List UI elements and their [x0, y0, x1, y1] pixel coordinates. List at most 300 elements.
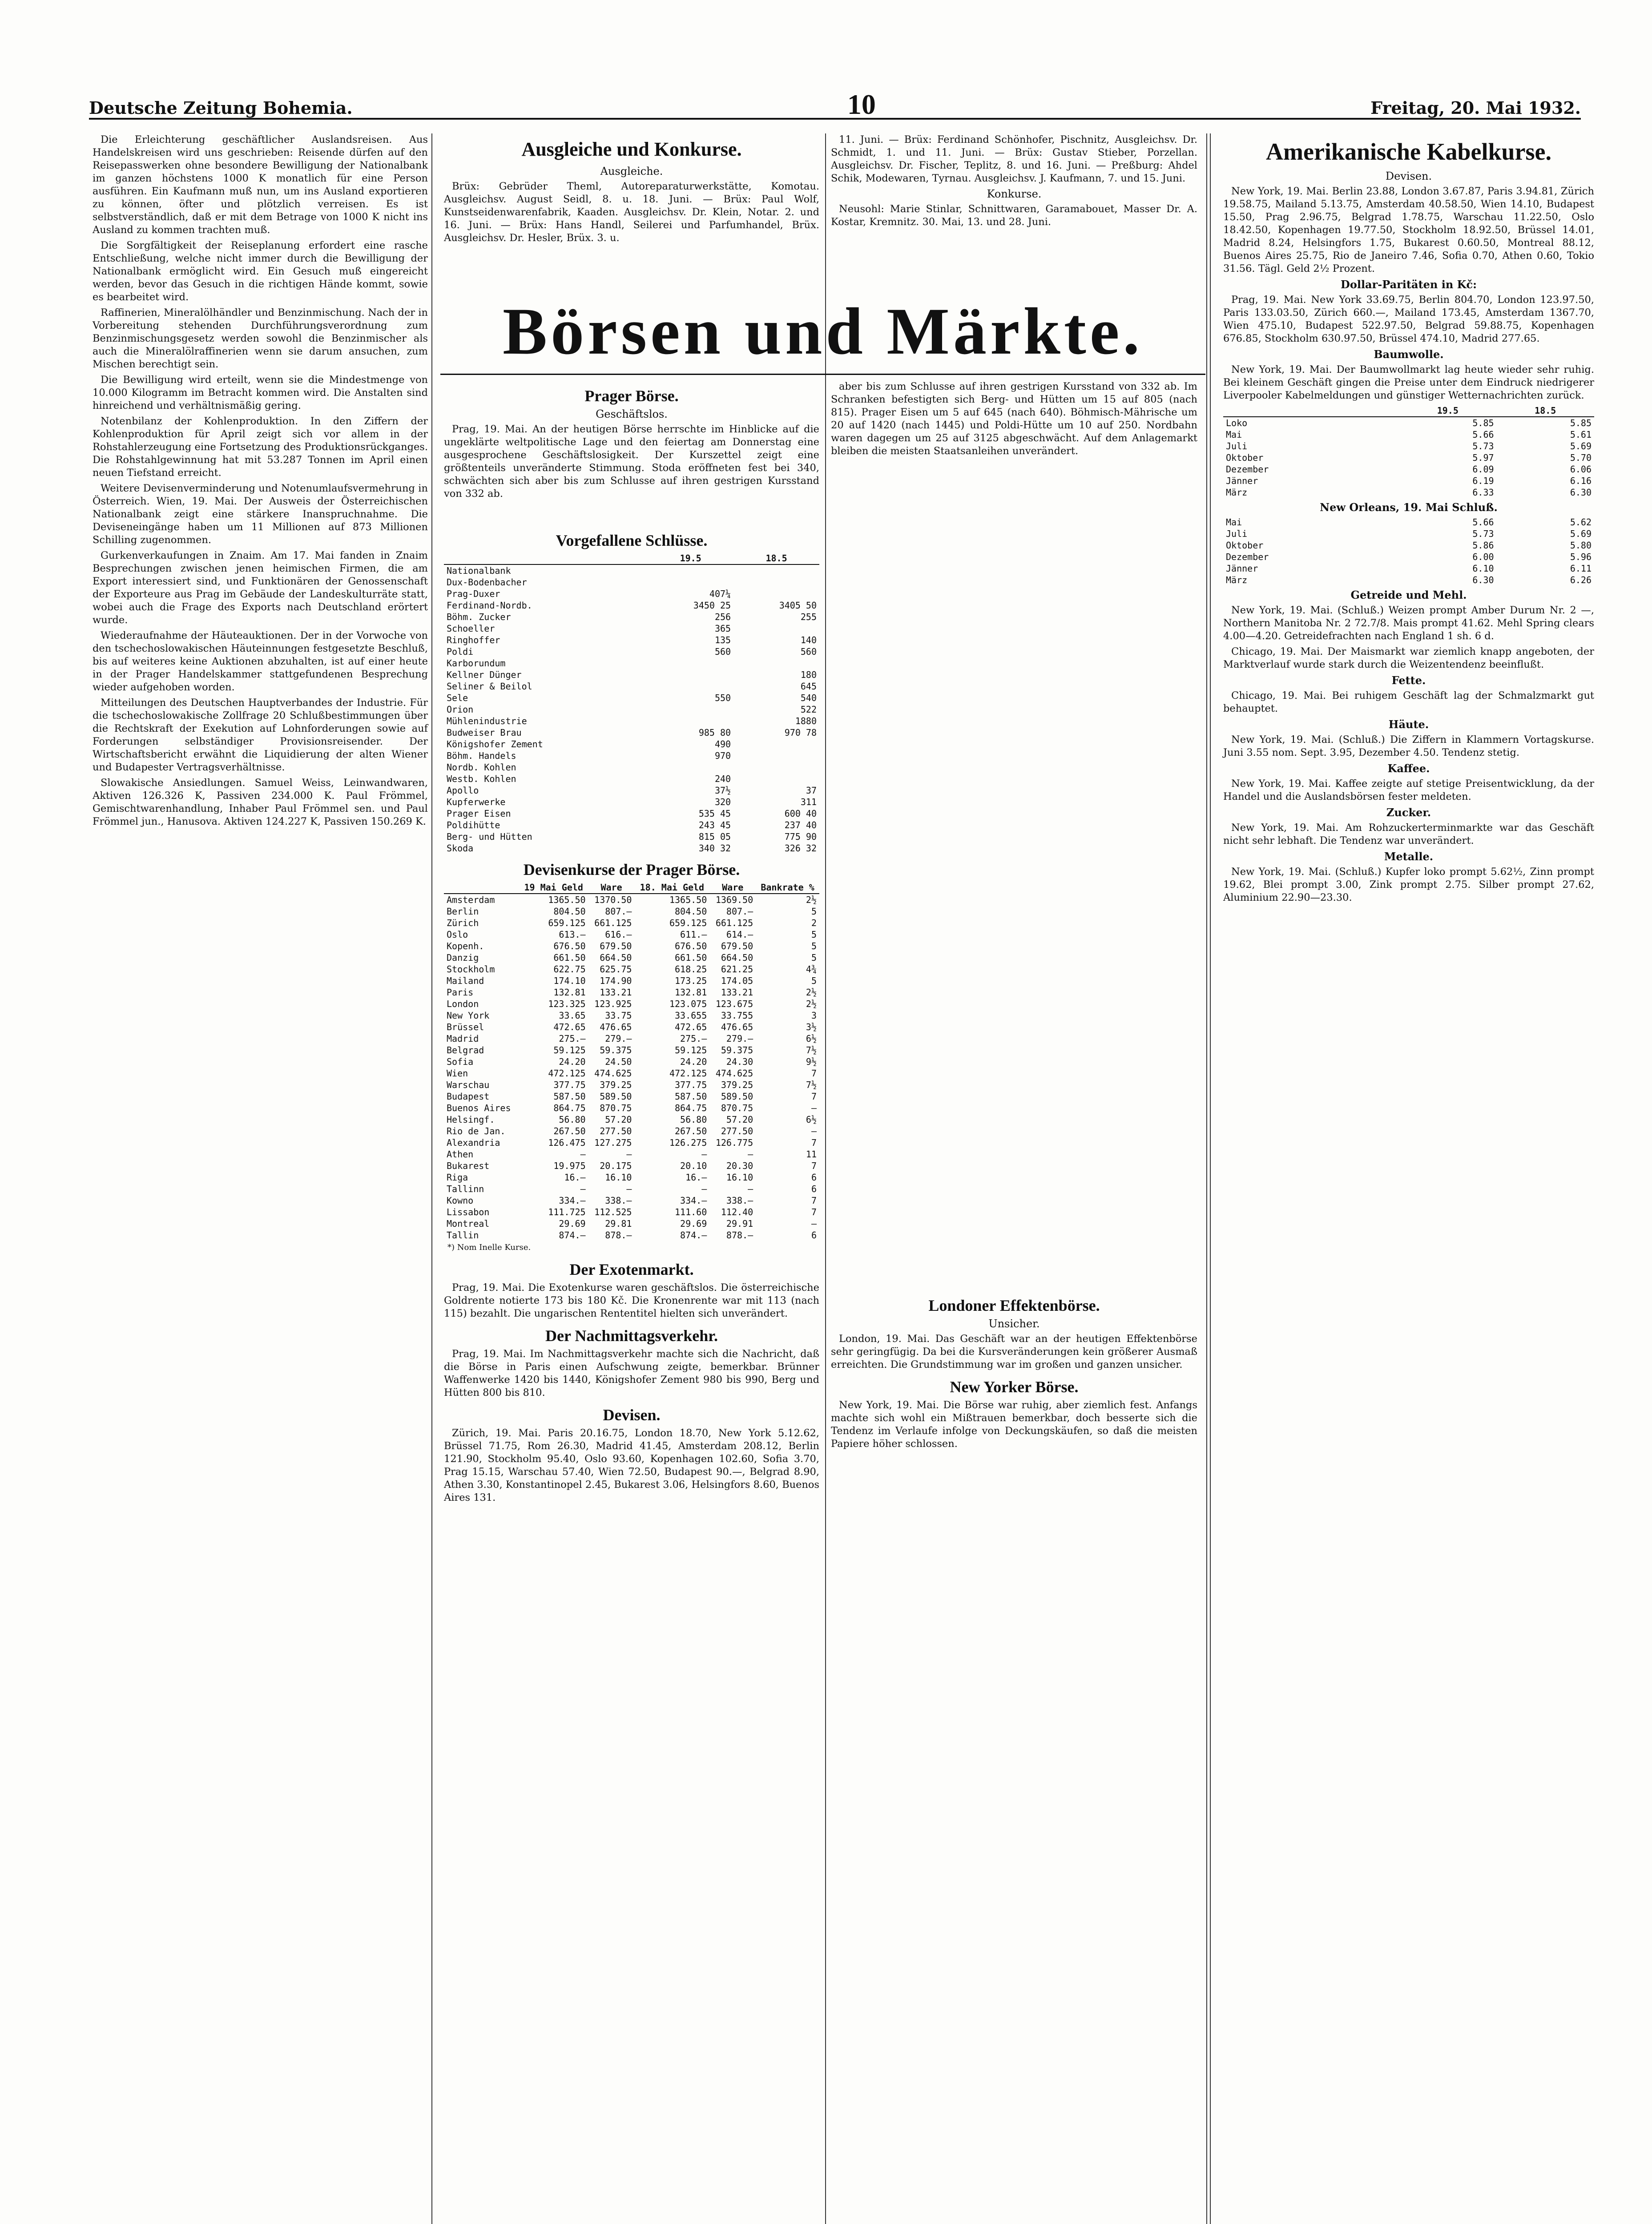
paragraph: New York, 19. Mai. (Schluß.) Kupfer loko prompt 5.62½, Zinn prompt 19.62, Blei prompt 3.00, Zink prompt 2.75. Silber prompt 27.62, Aluminium 22.90—23.30.	[1223, 866, 1594, 903]
paragraph: 11. Juni. — Brüx: Ferdinand Schönhofer, Pischnitz, Ausgleichsv. Dr. Schmidt, 1. und 11. Juni. — Brüx: Gustav Stieber, Porzellan. Ausgleichsv. Dr. Fischer, Teplitz, 8. und 16. Juni. — Preßburg: Ahdel Schik, Modewaren, Tyrnau. Ausgleichsv. J. Kaufmann, 7. und 15. Juni.	[831, 134, 1197, 184]
table-cell: 29.69	[680, 1218, 707, 1229]
table-cell: 1365.50	[548, 894, 586, 905]
paragraph: Brüx: Gebrüder Theml, Autoreparaturwerkstätte, Komotau. Ausgleichsv. August Seidl, 8. u. 18. Juni. — Brüx: Paul Wolf, Kunstseidenwarenfabrik, Kaaden. Ausgleichsv. Dr. Klein, Notar. 2. und 16. Juni. — Brüx: Hans Handl, Seilerei und Parfumhandel, Brüx. Ausgleichsv. Dr. Hesler, Brüx. 3. u.	[444, 181, 819, 244]
table-cell: 267.50	[675, 1126, 707, 1136]
row-label: Kupferwerke	[447, 797, 506, 807]
table-cell: 560	[714, 646, 731, 657]
table-cell: 37½	[714, 785, 731, 796]
column-header: 18.5	[1497, 405, 1594, 417]
table-row	[444, 952, 819, 963]
column-header: Bankrate %	[756, 882, 819, 894]
table-cell: 970	[714, 750, 731, 761]
paragraph: Prag, 19. Mai. New York 33.69.75, Berlin 804.70, London 123.97.50, Paris 133.03.50, Zürich 660.—, Mailand 173.45, Amsterdam 1367.70, Wien 475.10, Budapest 522.97.50, Belgrad 59.88.75, Kopenhagen 676.85, Stockholm 630.97.50, Brüssel 474.10, Madrid 277.65.	[1223, 294, 1594, 344]
row-label: Böhm. Zucker	[447, 612, 511, 622]
table-cell: 535 45	[698, 808, 731, 819]
table-cell: 676.50	[675, 941, 707, 951]
row-label: Amsterdam	[447, 894, 495, 905]
row-label: Stockholm	[447, 964, 495, 975]
table-row	[444, 681, 819, 692]
table-row	[444, 715, 819, 727]
table-cell: 6½	[806, 1114, 817, 1125]
column-header	[444, 552, 648, 564]
table-cell: 611.—	[680, 929, 707, 940]
table-cell: 243 45	[698, 820, 731, 830]
table-cell: 126.775	[715, 1137, 753, 1148]
table-row	[444, 1160, 819, 1172]
page-number: 10	[847, 89, 876, 120]
table-row	[444, 940, 819, 952]
table-cell: 180	[800, 669, 817, 680]
table-cell: 472.125	[669, 1068, 707, 1079]
table-cell: 5.70	[1570, 452, 1592, 463]
table-cell: —	[748, 1184, 753, 1194]
table-cell: 474.625	[715, 1068, 753, 1079]
table-cell: 37	[806, 785, 817, 796]
row-label: Dux-Bodenbacher	[447, 577, 527, 588]
row-label: Rio de Jan.	[447, 1126, 506, 1136]
paragraph: Wiederaufnahme der Häuteauktionen. Der in der Vorwoche von den tschechoslowakischen Häuteinnungen festgesetzte Beschluß, bis auf weiteres keine Auktionen abzuhalten, ist auf einer heute in der Prager Handelskammer stattgefundenen Besprechung wieder aufgehoben worden.	[93, 630, 428, 693]
column-1-economic-news	[89, 133, 432, 2224]
table-cell: 123.675	[715, 999, 753, 1009]
table-cell: 20.30	[726, 1160, 753, 1171]
row-label: Jänner	[1226, 563, 1258, 574]
table-cell: 625.75	[600, 964, 632, 975]
paragraph: Chicago, 19. Mai. Bei ruhigem Geschäft lag der Schmalzmarkt gut behauptet.	[1223, 690, 1594, 714]
table-cell: 6.16	[1570, 475, 1592, 486]
section-subheading: Geschäftslos.	[596, 408, 668, 420]
table-cell	[733, 564, 819, 576]
table-cell: 621.25	[721, 964, 753, 975]
column-header: 19 Mai Geld	[519, 882, 588, 894]
table-cell: —	[626, 1149, 632, 1160]
table-cell: 5.66	[1472, 429, 1494, 440]
row-label: New York	[447, 1010, 490, 1021]
table-row	[444, 704, 819, 715]
table-row	[444, 819, 819, 831]
table-row	[444, 963, 819, 975]
table-cell: 5	[811, 975, 817, 986]
table-cell: 112.525	[594, 1207, 632, 1217]
row-label: Jänner	[1226, 475, 1258, 486]
page-section-title: Börsen und Märkte.	[503, 294, 1143, 368]
table-cell: 59.375	[721, 1045, 753, 1056]
table-row	[444, 750, 819, 761]
table-cell: 1370.50	[594, 894, 632, 905]
paragraph: Mitteilungen des Deutschen Hauptverbandes der Industrie. Für die tschechoslowakische Zollfrage 20 Schlußbestimmungen über die Rechtskraft der Exekution auf Lohnforderungen sowie auf Forderungen selbständiger Provisionsreisender. Der Wirtschaftsbericht erwähnt die Liquidierung der alten Wiener und Budapester Vertragsverhältnisse.	[93, 697, 428, 773]
table-cell: 659.125	[669, 918, 707, 928]
table-cell: —	[701, 1184, 707, 1194]
table-cell: 985 80	[698, 727, 731, 738]
table-cell: 59.375	[600, 1045, 632, 1056]
section-subheading: Baumwolle.	[1374, 348, 1444, 361]
row-label: Danzig	[447, 952, 479, 963]
table-cell: 5.69	[1570, 441, 1592, 451]
table-cell: 3450 25	[693, 600, 731, 611]
table-row	[444, 1010, 819, 1021]
table-cell: 5.73	[1472, 441, 1494, 451]
table-cell: 237 40	[784, 820, 817, 830]
table-cell: 661.50	[553, 952, 586, 963]
table-row	[444, 727, 819, 738]
table-cell: 57.20	[605, 1114, 632, 1125]
column-rule	[825, 133, 826, 2224]
table-cell: 970 78	[784, 727, 817, 738]
row-label: Loko	[1226, 418, 1248, 428]
table-row	[444, 1172, 819, 1183]
table-cell	[733, 750, 819, 761]
table-cell: 661.50	[675, 952, 707, 963]
table-row	[1223, 540, 1594, 551]
table-cell: 7	[811, 1207, 817, 1217]
table-row	[1223, 574, 1594, 586]
table-cell: 56.80	[680, 1114, 707, 1125]
row-label: Mai	[1226, 429, 1242, 440]
divider	[440, 374, 1205, 375]
table-cell	[733, 773, 819, 785]
table-cell: 240	[714, 774, 731, 784]
table-row	[444, 808, 819, 819]
section-subheading: Kaffee.	[1387, 762, 1430, 775]
table-cell: 267.50	[553, 1126, 586, 1136]
table-cell: 33.65	[559, 1010, 586, 1021]
row-label: Kellner Dünger	[447, 669, 522, 680]
table-row	[444, 1114, 819, 1125]
table-row	[444, 773, 819, 785]
section-subheading: Fette.	[1391, 674, 1426, 687]
table-row	[444, 894, 819, 906]
paragraph: Zürich, 19. Mai. Paris 20.16.75, London 18.70, New York 5.12.62, Brüssel 71.75, Rom 26.30, Madrid 41.45, Amsterdam 208.12, Berlin 121.90, Stockholm 95.40, Oslo 93.60, Kopenhagen 102.60, Sofia 3.70, Prag 15.15, Warschau 57.40, Wien 72.50, Budapest 90.—, Belgrad 8.90, Athen 3.30, Konstantinopel 2.45, Bukarest 3.06, Helsingfors 8.60, Buenos Aires 131.	[444, 1427, 819, 1503]
table-cell: 132.81	[553, 987, 586, 998]
row-label: Mühlenindustrie	[447, 716, 527, 726]
row-label: Oslo	[447, 929, 468, 940]
row-label: Apollo	[447, 785, 479, 796]
table-cell: 600 40	[784, 808, 817, 819]
table-cell: 277.50	[600, 1126, 632, 1136]
table-cell: —	[580, 1149, 586, 1160]
row-label: Buenos Aires	[447, 1103, 511, 1113]
row-label: Mailand	[447, 975, 484, 986]
newyork-section	[827, 1378, 1201, 1450]
table-cell: 1880	[795, 716, 817, 726]
row-label: Wien	[447, 1068, 468, 1079]
paragraph: Gurkenverkaufungen in Znaim. Am 17. Mai fanden in Znaim Besprechungen zwischen jenen heimischen Firmen, die am Export interessiert sind, und Funktionären der Genossenschaft der Exporteure aus Prag im Gebäude der Landeskulturräte statt, wobei auch die Frage des Exports nach Deutschland erörtert wurde.	[93, 550, 428, 626]
table-cell: 275.—	[559, 1033, 586, 1044]
table-cell: 334.—	[559, 1195, 586, 1206]
table-row	[444, 1079, 819, 1091]
table-cell: 20.175	[600, 1160, 632, 1171]
table-cell	[648, 669, 733, 681]
table-cell: 472.65	[553, 1022, 586, 1032]
table-cell: 320	[714, 797, 731, 807]
table-cell: 275.—	[680, 1033, 707, 1044]
row-label: Kowno	[447, 1195, 474, 1206]
table-cell: 6	[811, 1172, 817, 1183]
table-cell: 123.925	[594, 999, 632, 1009]
table-cell: 589.50	[721, 1091, 753, 1102]
table-cell: 7	[811, 1137, 817, 1148]
section-heading: Prager Börse.	[584, 387, 679, 405]
table-row	[444, 611, 819, 623]
table-cell: 474.625	[594, 1068, 632, 1079]
row-label: Nationalbank	[447, 565, 511, 576]
section-heading: Der Nachmittagsverkehr.	[545, 1327, 718, 1345]
table-cell: 476.65	[600, 1022, 632, 1032]
table-row	[1223, 452, 1594, 463]
paragraph: Prag, 19. Mai. An der heutigen Börse herrschte im Hinblicke auf die ungeklärte weltpolitische Lage und den feiertag am Donnerstag eine ausgesprochene Geschäftslosigkeit. Der Kurszettel zeigt eine größtenteils unveränderte Stimmung. Stoda eröffneten fest bei 340, schwächten sich aber bis zum Schlusse auf ihren gestrigen Kursstand von 332 ab.	[444, 423, 819, 500]
table-row	[444, 975, 819, 987]
table-row	[444, 1148, 819, 1160]
table-row	[444, 634, 819, 646]
table-cell: 6.30	[1570, 487, 1592, 498]
row-label: Nordb. Kohlen	[447, 762, 516, 773]
paragraph: New York, 19. Mai. Am Rohzuckerterminmarkte war das Geschäft nicht sehr lebhaft. Die Tendenz war unverändert.	[1223, 822, 1594, 846]
table-cell: 57.20	[726, 1114, 753, 1125]
table-row	[444, 1137, 819, 1148]
table-row	[1223, 516, 1594, 528]
table-cell: 589.50	[600, 1091, 632, 1102]
table-cell: 29.69	[559, 1218, 586, 1229]
paragraph: New York, 19. Mai. Die Börse war ruhig, aber ziemlich fest. Anfangs machte sich wohl ein Mißtrauen bemerkbar, doch besserte sich die Tendenz im Verlaufe infolge von Deckungskäufen, so daß die meisten Papiere höher schlossen.	[831, 1399, 1197, 1450]
table-cell: 804.50	[675, 906, 707, 917]
cotton-table	[1223, 405, 1594, 498]
table-cell: —	[626, 1184, 632, 1194]
currency-table	[444, 882, 819, 1241]
table-cell: —	[701, 1149, 707, 1160]
row-label: Tallinn	[447, 1184, 484, 1194]
paragraph: Notenbilanz der Kohlenproduktion. In den Ziffern der Kohlenproduktion für April zeigt sich vor allem in der Rohstahlerzeugung eine Fortsetzung des Produktionsrückganges. Die Rohstahlgewinnung hat mit 53.287 Tonnen im April einen neuen Tiefstand erreicht.	[93, 415, 428, 479]
table-cell: 522	[800, 704, 817, 715]
table-cell: 2½	[806, 999, 817, 1009]
row-label: Kopenh.	[447, 941, 484, 951]
table-row	[444, 785, 819, 796]
row-label: Brüssel	[447, 1022, 484, 1032]
table-cell: 126.275	[669, 1137, 707, 1148]
table-cell: 664.50	[600, 952, 632, 963]
table-cell	[648, 564, 733, 576]
table-cell: 174.10	[553, 975, 586, 986]
table-cell: 16.—	[685, 1172, 707, 1183]
table-cell: 587.50	[675, 1091, 707, 1102]
table-cell: 112.40	[721, 1207, 753, 1217]
table-cell: 2½	[806, 894, 817, 905]
row-label: Budapest	[447, 1091, 490, 1102]
paragraph: Raffinerien, Mineralölhändler und Benzinmischung. Nach der in Vorbereitung stehenden Durchführungsverordnung zum Benzinmischungsgesetz werden sowohl die Benzinmischer als auch die Mineralölraffinerien wenn sie darum ansuchen, zum Mischen berechtigt sein.	[93, 307, 428, 370]
table-cell	[733, 623, 819, 634]
table-row	[444, 576, 819, 588]
paragraph: aber bis zum Schlusse auf ihren gestrigen Kursstand von 332 ab. Im Schranken befestigten sich Berg- und Hütten um 15 auf 805 (nach 815). Prager Eisen um 5 auf 645 (nach 640). Böhmisch-Mährische um 20 auf 1420 (nach 1445) und Poldi-Hütte um 10 auf 250. Nordbahn waren dagegen um 25 auf 3125 abgeschwächt. Auf dem Anlagemarkt bleiben die meisten Staatsanleihen unverändert.	[831, 381, 1197, 457]
table-row	[444, 1056, 819, 1068]
table-row	[1223, 487, 1594, 498]
table-cell: 476.65	[721, 1022, 753, 1032]
table-cell	[648, 704, 733, 715]
table-cell: 878.—	[726, 1230, 753, 1241]
table-cell: 870.75	[600, 1103, 632, 1113]
row-label: März	[1226, 487, 1248, 498]
prager-boerse-continued	[827, 380, 1201, 460]
table-cell: 6.06	[1570, 464, 1592, 475]
table-cell	[648, 715, 733, 727]
table-cell: 4¾	[806, 964, 817, 975]
table-cell: 5.66	[1472, 517, 1494, 528]
table-cell: 3405 50	[779, 600, 817, 611]
table-cell: 874.—	[559, 1230, 586, 1241]
table-cell: 334.—	[680, 1195, 707, 1206]
table-cell: 311	[800, 797, 817, 807]
paragraph: New York, 19. Mai. (Schluß.) Weizen prompt Amber Durum Nr. 2 —, Northern Manitoba Nr. 2 72.7/8. Mais prompt 41.62. Mehl Spring clears 4.00—4.20. Getreidefrachten nach England 1 sh. 6 d.	[1223, 604, 1594, 642]
section-subheading: Dollar-Paritäten in Kč:	[1341, 278, 1477, 291]
row-label: Dezember	[1226, 464, 1269, 475]
row-label: Lissabon	[447, 1207, 490, 1217]
table-cell: 679.50	[600, 941, 632, 951]
table-cell: 664.50	[721, 952, 753, 963]
table-cell: 6.00	[1472, 552, 1494, 562]
table-row	[444, 623, 819, 634]
table-cell: 1369.50	[715, 894, 753, 905]
row-label: Prager Eisen	[447, 808, 511, 819]
table-cell: 6	[811, 1230, 817, 1241]
table-cell: 645	[800, 681, 817, 692]
row-label: Belgrad	[447, 1045, 484, 1056]
column-header	[444, 882, 519, 894]
table-cell: 20.10	[680, 1160, 707, 1171]
table-cell: 126.475	[548, 1137, 586, 1148]
section-heading: Vorgefallene Schlüsse.	[556, 532, 708, 549]
table-cell: 5.97	[1472, 452, 1494, 463]
table-row	[1223, 417, 1594, 429]
section-subheading: Getreide und Mehl.	[1350, 588, 1467, 601]
row-label: Oktober	[1226, 540, 1264, 551]
table-cell: 5.61	[1570, 429, 1592, 440]
table-cell: 618.25	[675, 964, 707, 975]
table-row	[444, 842, 819, 854]
paragraph: Prag, 19. Mai. Die Exotenkurse waren geschäftslos. Die österreichische Goldrente notierte 173 bis 180 Kč. Die Kronenrente war mit 113 (nach 115) bezahlt. Die ungarischen Rententitel hielten sich unverändert.	[444, 1282, 819, 1319]
nachmittag-section	[440, 1326, 823, 1399]
row-label: Bukarest	[447, 1160, 490, 1171]
table-cell: 878.—	[605, 1230, 632, 1241]
table-cell: 338.—	[726, 1195, 753, 1206]
table-cell: 5.73	[1472, 528, 1494, 539]
table-cell: 379.25	[600, 1080, 632, 1090]
table-cell: 340 32	[698, 843, 731, 854]
london-section	[827, 1296, 1201, 1371]
table-row	[1223, 440, 1594, 452]
section-subheading: Häute.	[1388, 718, 1429, 731]
table-row	[444, 1033, 819, 1044]
table-cell: 7½	[806, 1080, 817, 1090]
table-cell: 123.325	[548, 999, 586, 1009]
table-cell: 5.96	[1570, 552, 1592, 562]
table-row	[1223, 563, 1594, 574]
table-cell: 5	[811, 929, 817, 940]
column-header: 18.5	[733, 552, 819, 564]
table-cell: 5.85	[1570, 418, 1592, 428]
table-cell: 59.125	[553, 1045, 586, 1056]
devisenkurse-prag	[440, 860, 823, 1254]
table-cell: 490	[714, 739, 731, 749]
table-cell: 6.09	[1472, 464, 1494, 475]
right-stack	[827, 1290, 1201, 1456]
ausgleiche-continued	[827, 133, 1201, 280]
row-label: Madrid	[447, 1033, 479, 1044]
table-cell: 472.125	[548, 1068, 586, 1079]
table-row	[444, 831, 819, 842]
prager-boerse-section	[440, 380, 823, 503]
table-cell: 6	[811, 1184, 817, 1194]
table-cell	[733, 657, 819, 669]
row-label: Budweiser Brau	[447, 727, 522, 738]
row-label: Skoda	[447, 843, 474, 854]
column-rule	[1206, 133, 1207, 2224]
table-cell: 33.655	[675, 1010, 707, 1021]
row-label: Karborundum	[447, 658, 506, 669]
row-label: Sofia	[447, 1056, 474, 1067]
table-cell	[648, 761, 733, 773]
table-cell: 3	[811, 1010, 817, 1021]
kabelkurse-column	[1210, 133, 1598, 2224]
table-cell: 123.075	[669, 999, 707, 1009]
table-row	[444, 1068, 819, 1079]
table-cell: 7	[811, 1160, 817, 1171]
table-cell: 540	[800, 693, 817, 703]
table-cell: 5.85	[1472, 418, 1494, 428]
table-row	[444, 738, 819, 750]
table-cell: —	[811, 1218, 817, 1229]
table-row	[444, 1021, 819, 1033]
row-label: Athen	[447, 1149, 474, 1160]
table-cell: 560	[800, 646, 817, 657]
table-row	[444, 1195, 819, 1206]
table-cell: 874.—	[680, 1230, 707, 1241]
table-cell: 5.62	[1570, 517, 1592, 528]
table-cell: 379.25	[721, 1080, 753, 1090]
table-cell: 6.30	[1472, 575, 1494, 585]
table-cell: 132.81	[675, 987, 707, 998]
table-row	[444, 1218, 819, 1229]
paragraph: Die Sorgfältigkeit der Reiseplanung erfordert eine rasche Entschließung, welche nicht immer durch die Bewilligung der Nationalbank ermöglicht wird. Ein Gesuch muß eingereicht werden, bevor das Gesuch in die richtigen Hände kommt, sowie es bearbeitet wird.	[93, 240, 428, 303]
section-heading: Der Exotenmarkt.	[569, 1261, 694, 1278]
table-cell: 111.60	[675, 1207, 707, 1217]
table-cell: 133.21	[721, 987, 753, 998]
section-subheading: New Orleans, 19. Mai Schluß.	[1320, 501, 1498, 514]
table-row	[444, 600, 819, 611]
table-row	[444, 646, 819, 657]
table-cell	[733, 576, 819, 588]
row-label: Ringhoffer	[447, 635, 500, 645]
row-label: Montreal	[447, 1218, 490, 1229]
table-cell: 29.81	[605, 1218, 632, 1229]
table-cell: 7	[811, 1195, 817, 1206]
row-label: Seliner & Beilol	[447, 681, 532, 692]
table-cell: 614.—	[726, 929, 753, 940]
table-row	[444, 1229, 819, 1241]
table-cell: —	[580, 1184, 586, 1194]
row-label: Poldihütte	[447, 820, 500, 830]
table-cell: 173.25	[675, 975, 707, 986]
table-row	[444, 998, 819, 1010]
section-subheading: Devisen.	[1385, 170, 1432, 182]
table-cell: 377.75	[675, 1080, 707, 1090]
table-cell: 7	[811, 1091, 817, 1102]
table-row	[1223, 551, 1594, 563]
section-heading: Devisen.	[603, 1406, 661, 1424]
row-label: Poldi	[447, 646, 474, 657]
column-header: Ware	[709, 882, 756, 894]
table-note: *) Nom Inelle Kurse.	[447, 1243, 531, 1252]
table-cell	[733, 761, 819, 773]
table-cell: 1365.50	[669, 894, 707, 905]
table-cell: 5.69	[1570, 528, 1592, 539]
table-cell: 5.86	[1472, 540, 1494, 551]
